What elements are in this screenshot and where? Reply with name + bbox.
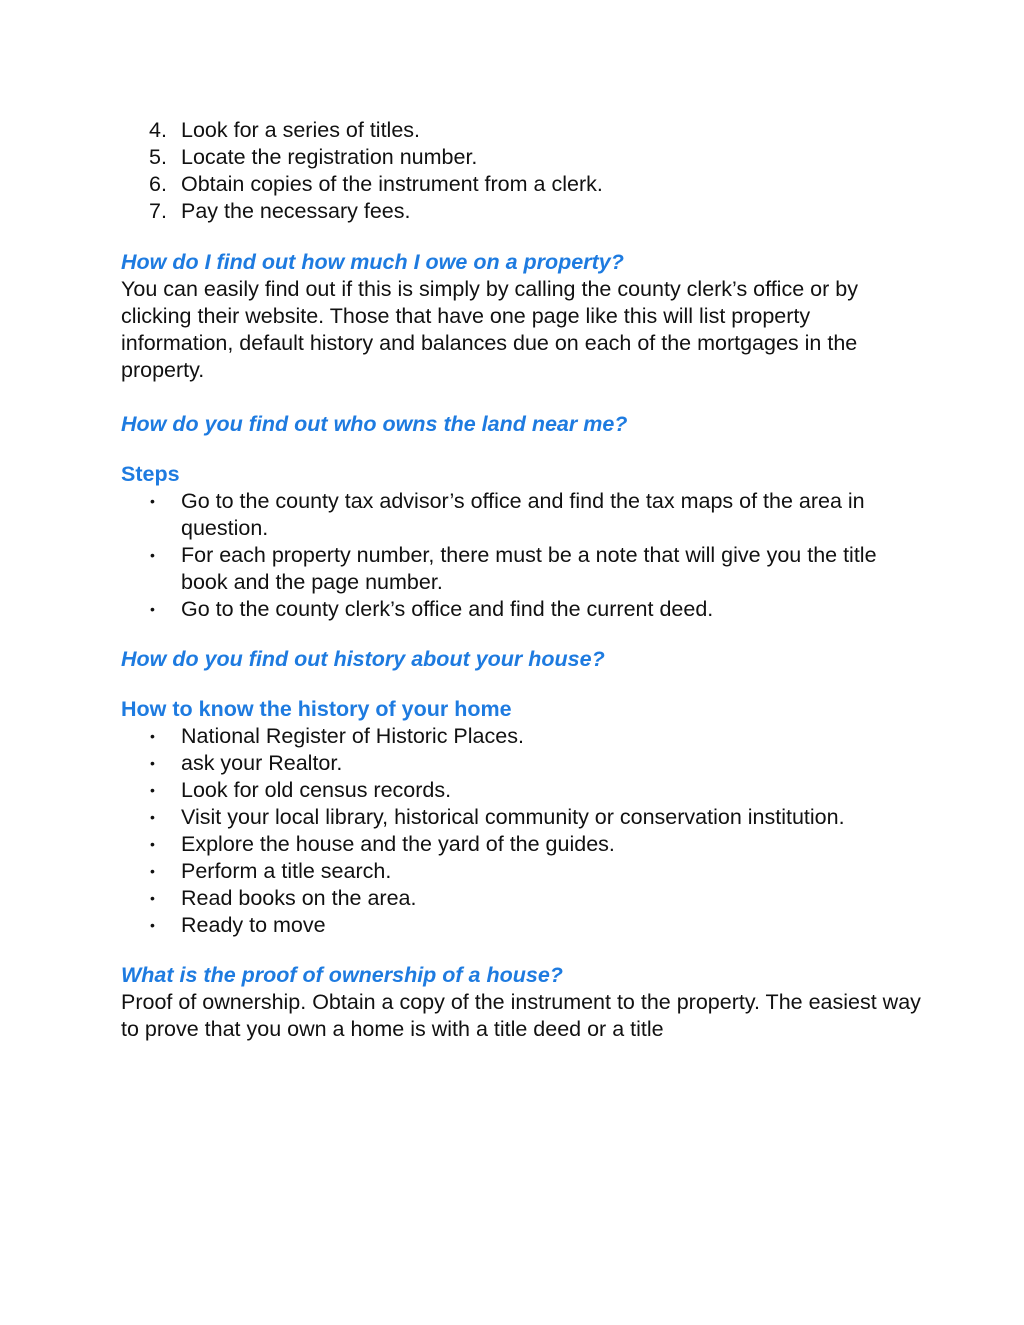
list-text: Look for old census records. — [181, 778, 452, 802]
list-item — [121, 831, 921, 858]
history-bullet-list — [121, 723, 921, 939]
list-text: Go to the county tax advisor’s office and find the tax maps of the area in question. — [181, 489, 865, 540]
list-text: For each property number, there must be a note that will give you the title book and the page number. — [181, 543, 877, 594]
list-item — [121, 488, 921, 542]
list-text: Obtain copies of the instrument from a clerk. — [181, 172, 603, 196]
list-number: 7. — [149, 199, 167, 223]
list-item — [121, 777, 921, 804]
history-heading: How to know the history of your home — [121, 697, 512, 721]
page-content — [121, 117, 921, 1043]
bullet-icon: • — [150, 493, 155, 509]
list-text: Visit your local library, historical community or conservation institution. — [181, 805, 845, 829]
bullet-icon: • — [150, 917, 155, 933]
list-item — [121, 542, 921, 596]
bullet-icon: • — [150, 782, 155, 798]
list-item — [121, 171, 921, 198]
list-text: National Register of Historic Places. — [181, 724, 524, 748]
question-heading-land-owner: How do you find out who owns the land near me? — [121, 412, 628, 436]
bullet-icon: • — [150, 890, 155, 906]
list-text: Read books on the area. — [181, 886, 417, 910]
list-number: 4. — [149, 118, 167, 142]
bullet-icon: • — [150, 863, 155, 879]
bullet-icon: • — [150, 547, 155, 563]
list-text: Locate the registration number. — [181, 145, 478, 169]
list-item — [121, 750, 921, 777]
list-item — [121, 912, 921, 939]
list-item — [121, 723, 921, 750]
bullet-icon: • — [150, 836, 155, 852]
list-text: Ready to move — [181, 913, 326, 937]
question-heading-proof-ownership: What is the proof of ownership of a house? — [121, 963, 563, 987]
question-heading-house-history: How do you find out history about your house? — [121, 647, 605, 671]
list-text: Look for a series of titles. — [181, 118, 420, 142]
list-text: Explore the house and the yard of the guides. — [181, 832, 615, 856]
steps-heading: Steps — [121, 462, 180, 486]
list-item — [121, 804, 921, 831]
steps-bullet-list — [121, 488, 921, 623]
bullet-icon: • — [150, 728, 155, 744]
paragraph-proof-answer: Proof of ownership. Obtain a copy of the instrument to the property. The easiest way to prove that you own a home is with a title deed or a title — [121, 990, 921, 1041]
list-item — [121, 596, 921, 623]
bullet-icon: • — [150, 755, 155, 771]
list-text: Go to the county clerk’s office and find the current deed. — [181, 597, 714, 621]
list-text: ask your Realtor. — [181, 751, 343, 775]
paragraph-owe-answer: You can easily find out if this is simply by calling the county clerk’s office or by clicking their website. Those that have one page like this will list property information, default history and balances due on each of the mortgages in the property. — [121, 277, 858, 382]
question-heading-owe: How do I find out how much I owe on a property? — [121, 250, 624, 274]
list-number: 5. — [149, 145, 167, 169]
bullet-icon: • — [150, 601, 155, 617]
list-item — [121, 144, 921, 171]
list-item — [121, 858, 921, 885]
list-item — [121, 117, 921, 144]
list-number: 6. — [149, 172, 167, 196]
list-item — [121, 198, 921, 225]
numbered-steps-list — [121, 117, 921, 225]
list-text: Perform a title search. — [181, 859, 392, 883]
list-text: Pay the necessary fees. — [181, 199, 411, 223]
list-item — [121, 885, 921, 912]
bullet-icon: • — [150, 809, 155, 825]
